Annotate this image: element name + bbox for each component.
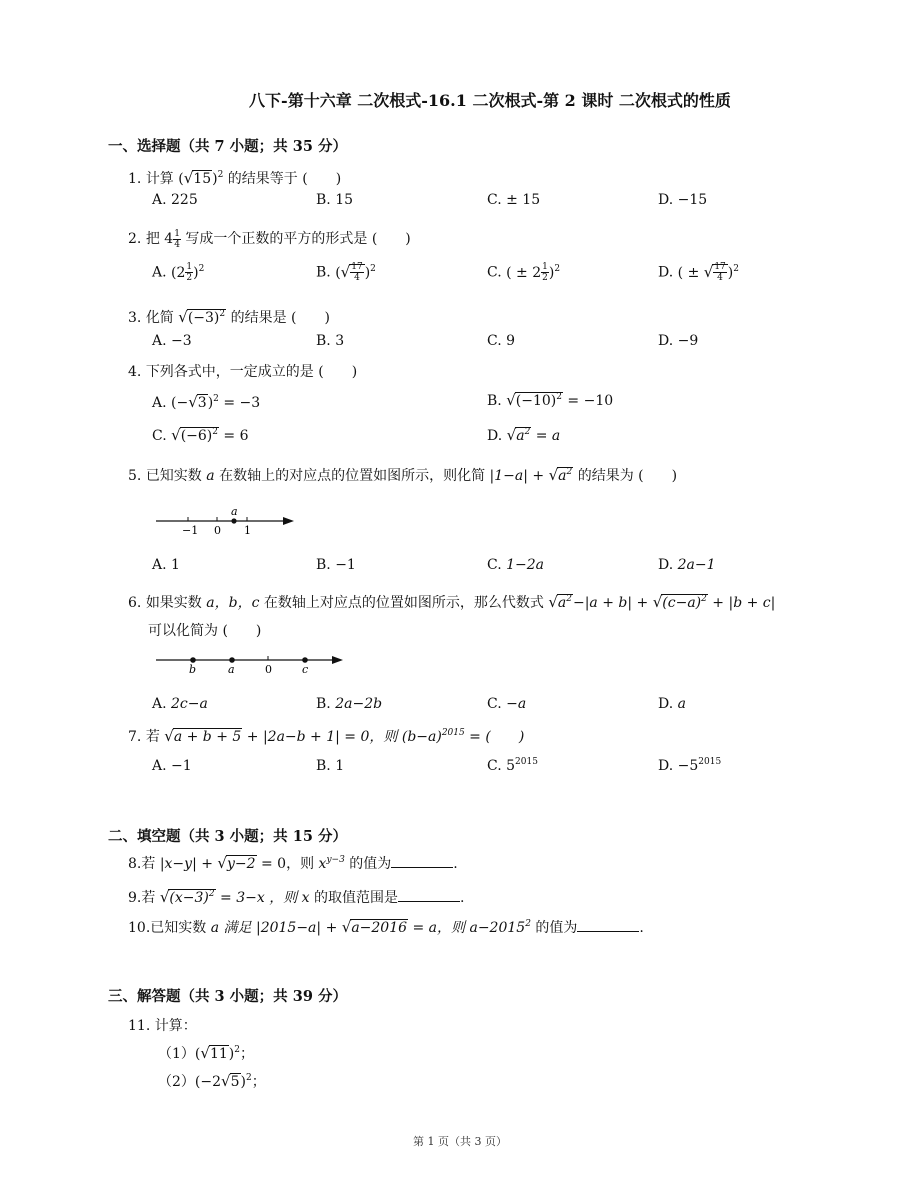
option-value: (2 $\frac{1}{2}$ )$^2$ [171, 262, 205, 283]
radicand: (−6) [180, 428, 213, 444]
option-b[interactable] [316, 192, 353, 208]
option-label: B. [316, 333, 331, 349]
question-number: 7. [128, 729, 142, 745]
question-text: = 0，则 [256, 856, 319, 872]
option-value: ( ± √ $\frac{17}{4}$ )$^2$ [677, 262, 739, 283]
option-label: B. [316, 192, 331, 208]
math-expression: $√a^2$ [548, 466, 573, 484]
question-number: 5. [128, 468, 142, 484]
option-value: 225 [171, 192, 198, 208]
expr-part: ) [207, 395, 214, 411]
radicand: a [558, 468, 567, 484]
option-c[interactable] [487, 333, 515, 349]
math-expression [319, 856, 345, 872]
question-number: 2. [128, 231, 142, 247]
expr-part: |x−y| + [159, 856, 218, 872]
exponent: 2 [212, 427, 218, 437]
radicand: (−3) [187, 310, 220, 326]
answer-blank[interactable] [398, 889, 460, 902]
option-b[interactable] [487, 391, 613, 409]
option-label: C. [487, 264, 502, 281]
question-text: 写成一个正数的平方的形式是 ( ) [185, 231, 411, 247]
option-label: C. [487, 192, 502, 208]
option-d[interactable] [658, 262, 739, 283]
answer-blank[interactable] [577, 919, 639, 932]
question-text: = a，则 [408, 920, 470, 936]
question-text: 化简 [145, 310, 174, 326]
question-text: 计算 [145, 171, 174, 187]
exponent: 2 [213, 394, 219, 404]
math-expression: √a + b + 5 + |2a−b + 1| = 0，则 $(b-a)^{2015}$ = ( ) [164, 727, 525, 745]
option-a[interactable] [152, 333, 192, 349]
radicand: (−10) [515, 393, 557, 409]
option-d[interactable] [658, 192, 707, 208]
section-heading-fill-blank: 二、填空题（共 3 小题；共 15 分） [108, 828, 347, 845]
tick-label: −1 [182, 524, 199, 537]
number-line-q5 [150, 500, 300, 540]
expr-part: (− [171, 395, 189, 411]
option-c[interactable] [487, 262, 560, 283]
exponent: y−3 [326, 855, 345, 865]
option-value: 1 [171, 557, 180, 573]
variable: a [206, 468, 215, 484]
option-value [678, 758, 722, 774]
option-value: −3 [171, 333, 192, 349]
punctuation: . [460, 890, 465, 906]
option-d[interactable] [487, 426, 560, 444]
mixed-number [164, 228, 181, 250]
question-number: 3. [128, 310, 142, 326]
question-text: 满足 |2015−a| + [219, 920, 342, 936]
expr-part: = a [531, 428, 561, 444]
question-text: 的结果等于 ( ) [227, 171, 342, 187]
option-b[interactable] [316, 758, 344, 774]
option-a[interactable] [152, 758, 192, 774]
option-b[interactable] [316, 696, 382, 712]
exponent: 2 [733, 263, 739, 274]
point-label: a [228, 663, 235, 676]
expr-part: = 6 [218, 428, 249, 444]
punctuation: ； [251, 1074, 266, 1090]
math-expression: √a−2016 [341, 918, 408, 936]
question-text: = 3−x ，则 [215, 890, 302, 906]
plus-minus: ± [687, 264, 700, 281]
expr-part: = ( ) [464, 729, 525, 745]
question-11 [128, 1015, 197, 1035]
question-1 [128, 168, 341, 188]
option-a[interactable] [152, 262, 204, 283]
whole-part: 2 [532, 264, 542, 281]
option-label: C. [487, 333, 502, 349]
option-label: D. [658, 758, 674, 774]
option-b[interactable] [316, 262, 376, 283]
exponent: 2 [208, 889, 215, 899]
item-label: （2） [158, 1074, 195, 1090]
math-expression: |1−a| [489, 468, 528, 484]
option-label: C. [487, 758, 502, 774]
option-value: −1 [171, 758, 192, 774]
option-value: (√ $\frac{17}{4}$ )$^2$ [335, 262, 376, 283]
option-value: ± 15 [506, 192, 541, 208]
option-label: A. [152, 333, 167, 349]
question-6 [128, 592, 775, 612]
radicand: (c−a) [662, 595, 702, 611]
point-a [231, 518, 236, 523]
question-text: 的取值范围是 [309, 890, 399, 906]
option-b[interactable] [316, 557, 356, 573]
question-text: 在数轴上的对应点的位置如图所示，则化简 [219, 468, 486, 484]
question-text: 若 [141, 890, 160, 906]
item-label: （1） [158, 1046, 195, 1062]
operator: + [527, 468, 549, 484]
option-value: 3 [335, 333, 345, 349]
expr-part: (−2 [194, 1074, 222, 1090]
option-label: A. [152, 696, 167, 712]
base: a−2015 [469, 920, 526, 936]
question-number: 4. [128, 364, 142, 380]
exponent: 2 [525, 919, 531, 929]
page-title: 八下-第十六章 二次根式-16.1 二次根式-第 2 课时 二次根式的性质 [249, 91, 731, 110]
option-label: D. [487, 428, 503, 444]
exponent: 2 [217, 170, 224, 180]
exponent: 2 [566, 467, 573, 477]
arrow-head [283, 517, 294, 525]
punctuation: ； [239, 1046, 254, 1062]
expr-part: −|a + b| + [572, 595, 653, 611]
option-a[interactable] [152, 557, 180, 573]
denominator: 2 [542, 273, 548, 283]
radicand: y−2 [226, 856, 256, 872]
exponent: 2015 [698, 757, 722, 767]
exponent: 2 [245, 1073, 252, 1083]
question-6-line-2: 可以化简为 ( ) [148, 623, 262, 639]
expr-part: = −10 [562, 393, 614, 409]
option-value: 15 [335, 192, 354, 208]
plus-minus: ± [516, 264, 528, 281]
expr-part: + |2a−b + 1| = 0，则 [242, 729, 402, 745]
option-label: D. [658, 333, 674, 349]
option-value: −a [506, 696, 527, 712]
option-d[interactable] [658, 333, 698, 349]
radicand: a−2016 [351, 920, 408, 936]
question-number: 9. [128, 890, 142, 906]
point-b [190, 657, 196, 663]
question-text: 把 [145, 231, 160, 247]
exponent: 2015 [441, 728, 465, 738]
page-footer: 第 1 页（共 3 页） [413, 1135, 507, 1148]
option-c[interactable] [487, 557, 544, 573]
math-expression: $(-2√5)^2$ [194, 1072, 252, 1090]
variables: a，b，c [206, 595, 260, 611]
tick-label: 0 [214, 524, 221, 537]
denominator: 4 [354, 273, 360, 283]
punctuation: . [639, 920, 644, 936]
option-value [506, 758, 538, 774]
denominator: 2 [186, 273, 193, 283]
numerator: 17 [351, 262, 363, 272]
option-c[interactable] [487, 192, 540, 208]
numerator: 17 [714, 262, 726, 272]
option-value: 2a−1 [677, 557, 716, 573]
question-text: 已知实数 [150, 920, 211, 936]
exponent: 2 [524, 427, 531, 437]
option-value: 2a−2b [335, 696, 383, 712]
question-8 [128, 853, 458, 873]
denominator: 4 [717, 273, 723, 283]
option-value: $√(-6)^2 = 6$ [171, 426, 249, 444]
option-b[interactable] [316, 333, 344, 349]
number-line-q6 [150, 645, 350, 679]
variable: x [301, 890, 310, 906]
option-label: B. [316, 557, 331, 573]
question-2 [128, 228, 411, 250]
question-4 [128, 361, 357, 381]
radicand: 3 [197, 395, 207, 411]
math-expression: $(√11)^2$ [194, 1044, 240, 1062]
numerator: 1 [174, 228, 180, 239]
math-expression: $√(x-3)^2$ [159, 888, 215, 906]
math-expression: |x−y| + √y−2 [159, 854, 256, 872]
question-text: 若 [141, 856, 160, 872]
point-label: c [302, 663, 309, 676]
radicand: a [516, 428, 525, 444]
question-9 [128, 887, 464, 907]
exponent: 2 [701, 594, 707, 604]
exponent: 2 [556, 392, 562, 402]
point-a [229, 657, 235, 663]
section-heading-answer: 三、解答题（共 3 小题；共 39 分） [108, 988, 347, 1005]
question-text: 在数轴上对应点的位置如图所示，那么代数式 [263, 595, 544, 611]
option-label: A. [152, 557, 167, 573]
option-d[interactable] [658, 758, 721, 774]
exponent: 2 [554, 263, 561, 274]
expr-part: (b−a) [401, 729, 442, 745]
radicand: a + b + 5 [173, 729, 242, 745]
point-label: a [231, 505, 238, 518]
option-value: a [677, 696, 686, 712]
question-text: 的值为 [344, 856, 392, 872]
question-text: 计算： [154, 1018, 197, 1034]
exponent: 2 [234, 1045, 240, 1055]
exponent: 2015 [515, 757, 538, 767]
question-text: 下列各式中，一定成立的是 ( ) [145, 364, 358, 380]
option-value: ( ± 2 $\frac{1}{2}$ )$^2$ [506, 262, 561, 283]
variable: a [210, 920, 220, 936]
numerator: 1 [186, 262, 193, 272]
point-c [302, 657, 308, 663]
question-7 [128, 726, 524, 746]
option-value: 9 [506, 333, 516, 349]
point-label: b [189, 663, 197, 676]
question-number: 10. [128, 920, 151, 936]
option-value: 2c−a [171, 696, 208, 712]
math-expression: $(√15)^2$ [178, 169, 224, 187]
option-value: −9 [677, 333, 699, 349]
question-text: 的结果为 ( ) [577, 468, 678, 484]
option-value: −1 [335, 557, 356, 573]
exponent: 2 [566, 594, 572, 604]
question-11-item-2 [158, 1071, 266, 1091]
exponent: 2 [370, 263, 376, 274]
question-text: 已知实数 [145, 468, 202, 484]
question-text: 的值为 [530, 920, 578, 936]
option-value: $(-√3)^2 = -3$ [171, 393, 261, 411]
math-expression: $√(-3)^2$ [178, 308, 226, 326]
base: x [318, 856, 327, 872]
exponent: 2 [219, 309, 226, 319]
question-text: 如果实数 [145, 595, 202, 611]
radicand: (x−3) [169, 890, 209, 906]
radicand: 15 [193, 171, 212, 187]
expr-part: + |b + c| [707, 595, 776, 611]
base: −5 [677, 758, 699, 774]
option-label: D. [658, 264, 674, 281]
question-11-item-1 [158, 1043, 254, 1063]
option-label: B. [316, 264, 331, 281]
whole-part: 4 [164, 231, 174, 247]
option-value: −15 [677, 192, 708, 208]
option-label: B. [487, 393, 502, 409]
option-label: A. [152, 395, 167, 411]
option-label: C. [152, 428, 167, 444]
math-expression [469, 920, 530, 936]
option-label: D. [658, 557, 674, 573]
question-10 [128, 917, 644, 937]
option-label: B. [316, 758, 331, 774]
whole-part: 2 [176, 264, 186, 281]
radicand: a [557, 595, 567, 611]
question-number: 11. [128, 1018, 151, 1034]
option-value: 1−2a [506, 557, 545, 573]
section-heading-choice: 一、选择题（共 7 小题；共 35 分） [108, 138, 347, 155]
arrow-head [332, 656, 343, 664]
question-text: 若 [145, 729, 160, 745]
base: 5 [506, 758, 516, 774]
tick-label: 1 [244, 524, 251, 537]
option-label: D. [658, 192, 674, 208]
question-3 [128, 307, 330, 327]
punctuation: . [453, 856, 458, 872]
exponent: 2 [198, 263, 205, 274]
expr-part: = −3 [218, 395, 261, 411]
option-c[interactable] [487, 758, 538, 774]
tick-label: 0 [265, 663, 272, 676]
option-value: $√(-10)^2 = -10$ [506, 391, 614, 409]
radicand: 11 [209, 1046, 228, 1062]
question-number: 6. [128, 595, 142, 611]
option-a[interactable] [152, 696, 208, 712]
option-c[interactable] [152, 426, 249, 444]
option-value: $√a^2 = a$ [506, 426, 561, 444]
option-label: C. [487, 696, 502, 712]
question-number: 8. [128, 856, 142, 872]
option-d[interactable] [658, 557, 716, 573]
option-label: A. [152, 264, 167, 281]
option-d[interactable] [658, 696, 686, 712]
option-a[interactable] [152, 393, 260, 411]
radicand: 5 [230, 1074, 240, 1090]
math-expression: $√a^2-|a + b| + √(c-a)^2 + |b + c|$ [548, 593, 776, 611]
option-label: C. [487, 557, 502, 573]
option-value: 1 [335, 758, 345, 774]
answer-blank[interactable] [391, 855, 453, 868]
denominator: 4 [174, 239, 180, 250]
question-text: 的结果是 ( ) [230, 310, 330, 326]
question-5 [128, 465, 677, 485]
question-number: 1. [128, 171, 142, 187]
option-label: B. [316, 696, 331, 712]
option-a[interactable] [152, 192, 198, 208]
option-label: A. [152, 192, 167, 208]
option-c[interactable] [487, 696, 526, 712]
option-label: D. [658, 696, 674, 712]
option-label: A. [152, 758, 167, 774]
numerator: 1 [542, 262, 548, 272]
